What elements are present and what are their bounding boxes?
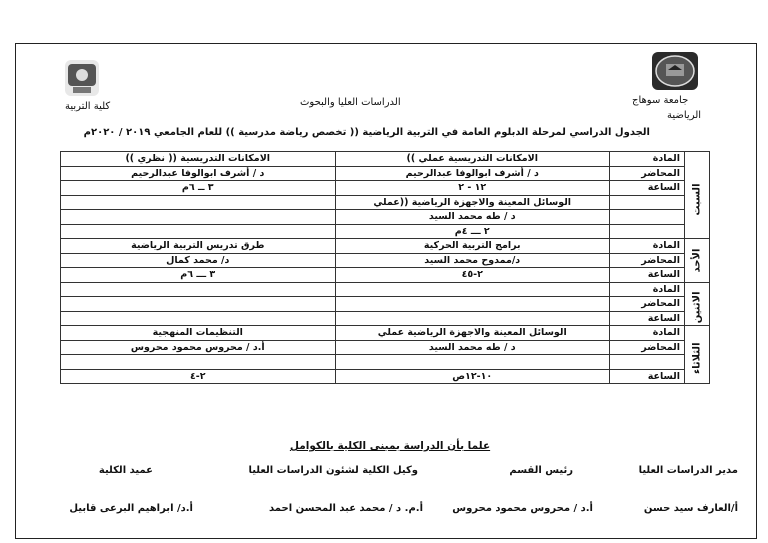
table-cell: ٣ ـــ ٦م: [61, 268, 336, 283]
table-cell: ١٢ - ٢: [335, 181, 610, 196]
row-label: الساعة: [610, 181, 685, 196]
table-cell: طرق تدريس التربية الرياضية: [61, 239, 336, 254]
faculty-logo: [65, 60, 99, 96]
signature-title: وكيل الكلية لشئون الدراسات العليا: [248, 465, 418, 476]
row-label: المحاضر: [610, 297, 685, 312]
department-center: الدراسات العليا والبحوث: [300, 97, 401, 108]
table-cell: [61, 210, 336, 225]
table-cell: [335, 355, 610, 370]
signature-title: مدير الدراسات العليا: [638, 465, 738, 476]
table-cell: د/ممدوح محمد السيد: [335, 253, 610, 268]
table-row: [61, 369, 710, 384]
table-row: [61, 297, 710, 312]
table-row: [61, 239, 710, 254]
table-row: [61, 195, 710, 210]
table-row: [61, 268, 710, 283]
row-label: [610, 195, 685, 210]
schedule-table: [60, 151, 710, 384]
table-cell: د/ محمد كمال: [61, 253, 336, 268]
table-cell: الامكانات التدريسية (( نظري )): [61, 152, 336, 167]
faculty-name-right: الرياضية: [667, 110, 702, 121]
row-label: الساعة: [610, 369, 685, 384]
row-label: الساعة: [610, 311, 685, 326]
table-cell: [61, 195, 336, 210]
university-seal-icon: [652, 52, 698, 90]
table-row: [61, 181, 710, 196]
signature-title: رئيس القسم: [509, 465, 573, 476]
table-row: [61, 152, 710, 167]
table-row: [61, 224, 710, 239]
row-label: الساعة: [610, 268, 685, 283]
signature-title: عميد الكلية: [98, 465, 153, 476]
signature-name: أ.د / محروس محمود محروس: [452, 503, 593, 514]
signature-name: أ.د/ ابراهيم البرعى قابيل: [69, 503, 193, 514]
table-cell: [61, 282, 336, 297]
table-cell: التنظيمات المنهجية: [61, 326, 336, 341]
day-sunday: الأحد: [685, 239, 710, 283]
table-cell: أ.د / محروس محمود محروس: [61, 340, 336, 355]
day-tuesday: الثلاثاء: [685, 326, 710, 384]
table-cell: [335, 311, 610, 326]
table-cell: [61, 355, 336, 370]
table-row: [61, 311, 710, 326]
table-cell: ٣ ــ ٦م: [61, 181, 336, 196]
signature-name: أ/العارف سيد حسن: [643, 503, 738, 514]
university-logo: [652, 52, 698, 90]
table-row: [61, 326, 710, 341]
table-row: [61, 253, 710, 268]
table-cell: [335, 297, 610, 312]
row-label: المحاضر: [610, 253, 685, 268]
row-label: [610, 224, 685, 239]
table-row: [61, 282, 710, 297]
day-saturday: السبت: [685, 152, 710, 239]
row-label: المادة: [610, 152, 685, 167]
university-name: جامعة سوهاج: [632, 95, 689, 106]
row-label: المحاضر: [610, 340, 685, 355]
row-label: [610, 210, 685, 225]
row-label: المادة: [610, 282, 685, 297]
table-cell: د / طه محمد السيد: [335, 210, 610, 225]
table-row: [61, 166, 710, 181]
table-row: [61, 340, 710, 355]
table-cell: ٢ ـــ ٤م: [335, 224, 610, 239]
table-cell: ٢-٤٥: [335, 268, 610, 283]
location-note: علما بأن الدراسة بمبنى الكلية بالكوامل: [289, 440, 491, 452]
table-row: [61, 210, 710, 225]
table-cell: ٢-٤: [61, 369, 336, 384]
row-label: المادة: [610, 239, 685, 254]
table-cell: الوسائل المعينة والاجهزة الرياضية ((عملي: [335, 195, 610, 210]
table-cell: ١٠-١٢ص: [335, 369, 610, 384]
signature-name: أ.م. د / محمد عبد المحسن احمد: [269, 503, 423, 514]
day-monday: الاثنين: [685, 282, 710, 326]
row-label: المحاضر: [610, 166, 685, 181]
table-cell: الوسائل المعينة والاجهزة الرياضية عملي: [335, 326, 610, 341]
faculty-emblem-icon: [65, 60, 99, 96]
page-title: الجدول الدراسي لمرحلة الدبلوم العامة في التربية الرياضية (( تخصص رياضة مدرسية )) للعام الجامعي ٢٠١٩ / ٢٠٢٠م: [83, 127, 650, 138]
table-cell: د / أشرف ابوالوفا عبدالرحيم: [335, 166, 610, 181]
table-cell: برامج التربية الحركية: [335, 239, 610, 254]
table-row: [61, 355, 710, 370]
faculty-name-left: كلية التربية: [65, 101, 111, 112]
row-label: المادة: [610, 326, 685, 341]
table-cell: د / أشرف ابوالوفا عبدالرحيم: [61, 166, 336, 181]
table-cell: د / طه محمد السيد: [335, 340, 610, 355]
table-cell: [61, 311, 336, 326]
table-cell: [61, 297, 336, 312]
table-cell: [335, 282, 610, 297]
row-label: [610, 355, 685, 370]
table-cell: الامكانات التدريسية عملي )): [335, 152, 610, 167]
table-cell: [61, 224, 336, 239]
